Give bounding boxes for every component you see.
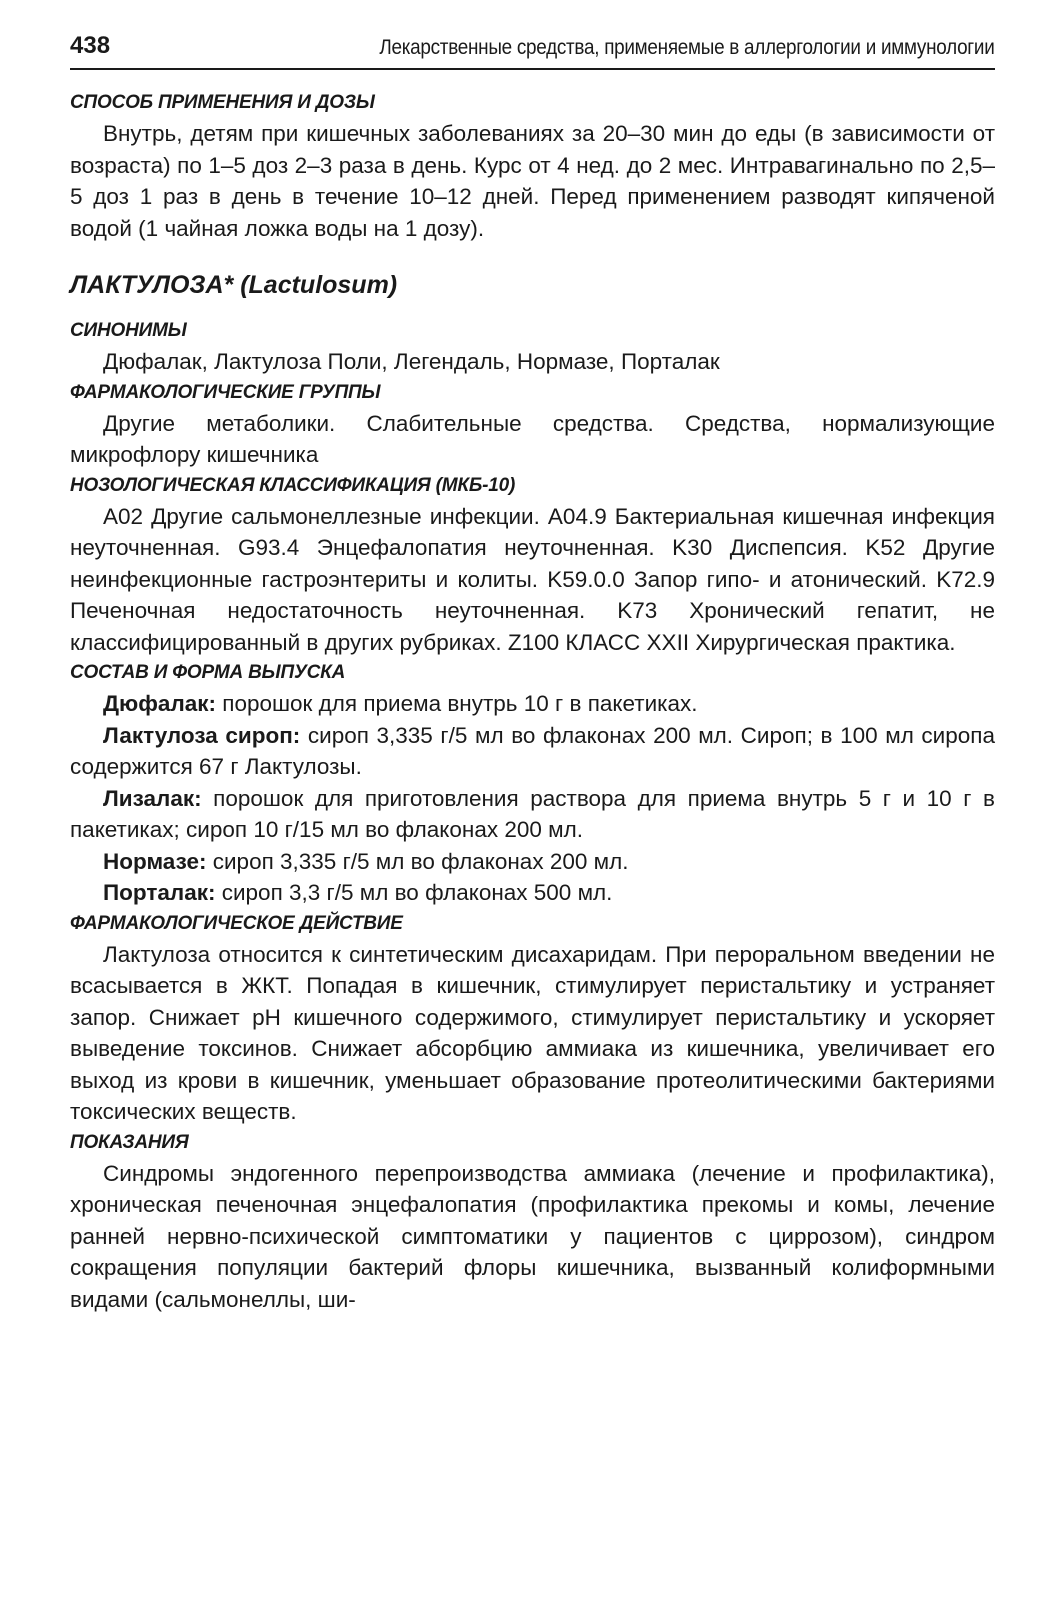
section-heading-composition: СОСТАВ И ФОРМА ВЫПУСКА bbox=[70, 662, 346, 683]
synonyms-text: Дюфалак, Лактулоза Поли, Легендаль, Нормазе, Порталак bbox=[103, 349, 720, 374]
composition-item-text: сироп 3,335 г/5 мл во флаконах 200 мл. bbox=[206, 848, 629, 874]
section-heading-pharm-groups: ФАРМАКОЛОГИЧЕСКИЕ ГРУППЫ bbox=[70, 381, 381, 403]
composition-item-text: сироп 3,3 г/5 мл во флаконах 500 мл. bbox=[215, 880, 613, 905]
section-heading-pharm-action: ФАРМАКОЛОГИЧЕСКОЕ ДЕЙСТВИЕ bbox=[70, 912, 403, 934]
composition-item-label: Лизалак: bbox=[103, 785, 202, 811]
composition-item bbox=[70, 877, 995, 909]
section-heading-nosology: НОЗОЛОГИЧЕСКАЯ КЛАССИФИКАЦИЯ (МКБ-10) bbox=[70, 474, 516, 496]
composition-item bbox=[70, 846, 995, 878]
running-title: Лекарственные средства, применяемые в аллергологии и иммунологии bbox=[379, 36, 995, 59]
pharm-groups-text: Другие метаболики. Слабительные средства. Средства, нормализующие микрофлору кишечника bbox=[70, 410, 995, 467]
pharm-action-text: Лактулоза относится к синтетическим дисахаридам. При пероральном введении не всасывается в ЖКТ. Попадая в кишечник, стимулирует перистальтику и устраняет запор. Снижает pH кишечного содержимого, стимулирует перистальтику и ускоряет выведение токсинов. Снижает абсорбцию аммиака из кишечника, увеличивает его выход из крови в кишечник, уменьшает образование протеолитическими бактериями токсических веществ. bbox=[70, 941, 995, 1124]
composition-item-label: Порталак: bbox=[103, 880, 216, 905]
indications-text: Синдромы эндогенного перепроизводства аммиака (лечение и профилактика), хроническая печеночная энцефалопатия (профилактика прекомы и комы, лечение ранней нервно-психической симптоматики у пациентов с циррозом), синдром сокращения популяции бактерий флоры кишечника, вызванный колиформными видами (сальмонеллы, ши- bbox=[70, 1160, 995, 1312]
section-heading-dosage: СПОСОБ ПРИМЕНЕНИЯ И ДОЗЫ bbox=[70, 92, 375, 113]
composition-item-label: Лактулоза сироп: bbox=[103, 722, 301, 748]
section-heading-indications: ПОКАЗАНИЯ bbox=[70, 1131, 189, 1153]
composition-item-text: сироп 3,335 г/5 мл во флаконах 200 мл. Сироп; в 100 мл сиропа содержится 67 г Лактулозы. bbox=[70, 722, 995, 779]
nosology-text: A02 Другие сальмонеллезные инфекции. A04.9 Бактериальная кишечная инфекция неуточненная. G93.4 Энцефалопатия неуточненная. K30 Диспепсия. K52 Другие неинфекционные гастроэнтериты и колиты. K59.0.0 Запор гипо- и атонический. K72.9 Печеночная недостаточность неуточненная. K73 Хронический гепатит, не классифицированный в других рубриках. Z100 КЛАСС XXII Хирургическая практика. bbox=[70, 503, 995, 655]
page-content bbox=[70, 88, 995, 1315]
composition-item bbox=[70, 688, 995, 720]
drug-title: ЛАКТУЛОЗА* (Lactulosum) bbox=[70, 271, 398, 299]
page-header bbox=[70, 30, 995, 70]
composition-item bbox=[70, 783, 995, 846]
composition-item-label: Нормазе: bbox=[103, 848, 207, 874]
composition-item-text: порошок для приема внутрь 10 г в пакетиках. bbox=[216, 691, 698, 716]
page-number: 438 bbox=[70, 32, 111, 59]
composition-item-label: Дюфалак: bbox=[103, 691, 217, 716]
section-heading-synonyms: СИНОНИМЫ bbox=[70, 320, 187, 341]
composition-item bbox=[70, 720, 995, 783]
dosage-text: Внутрь, детям при кишечных заболеваниях за 20–30 мин до еды (в зависимости от возраста) по 1–5 доз 2–3 раза в день. Курс от 4 нед. до 2 мес. Интравагинально по 2,5–5 доз 1 раз в день в течение 10–12 дней. Перед применением разводят кипяченой водой (1 чайная ложка воды на 1 дозу). bbox=[70, 121, 995, 241]
composition-item-text: порошок для приготовления раствора для приема внутрь 5 г и 10 г в пакетиках; сироп 10 г/15 мл во флаконах 200 мл. bbox=[70, 785, 995, 842]
